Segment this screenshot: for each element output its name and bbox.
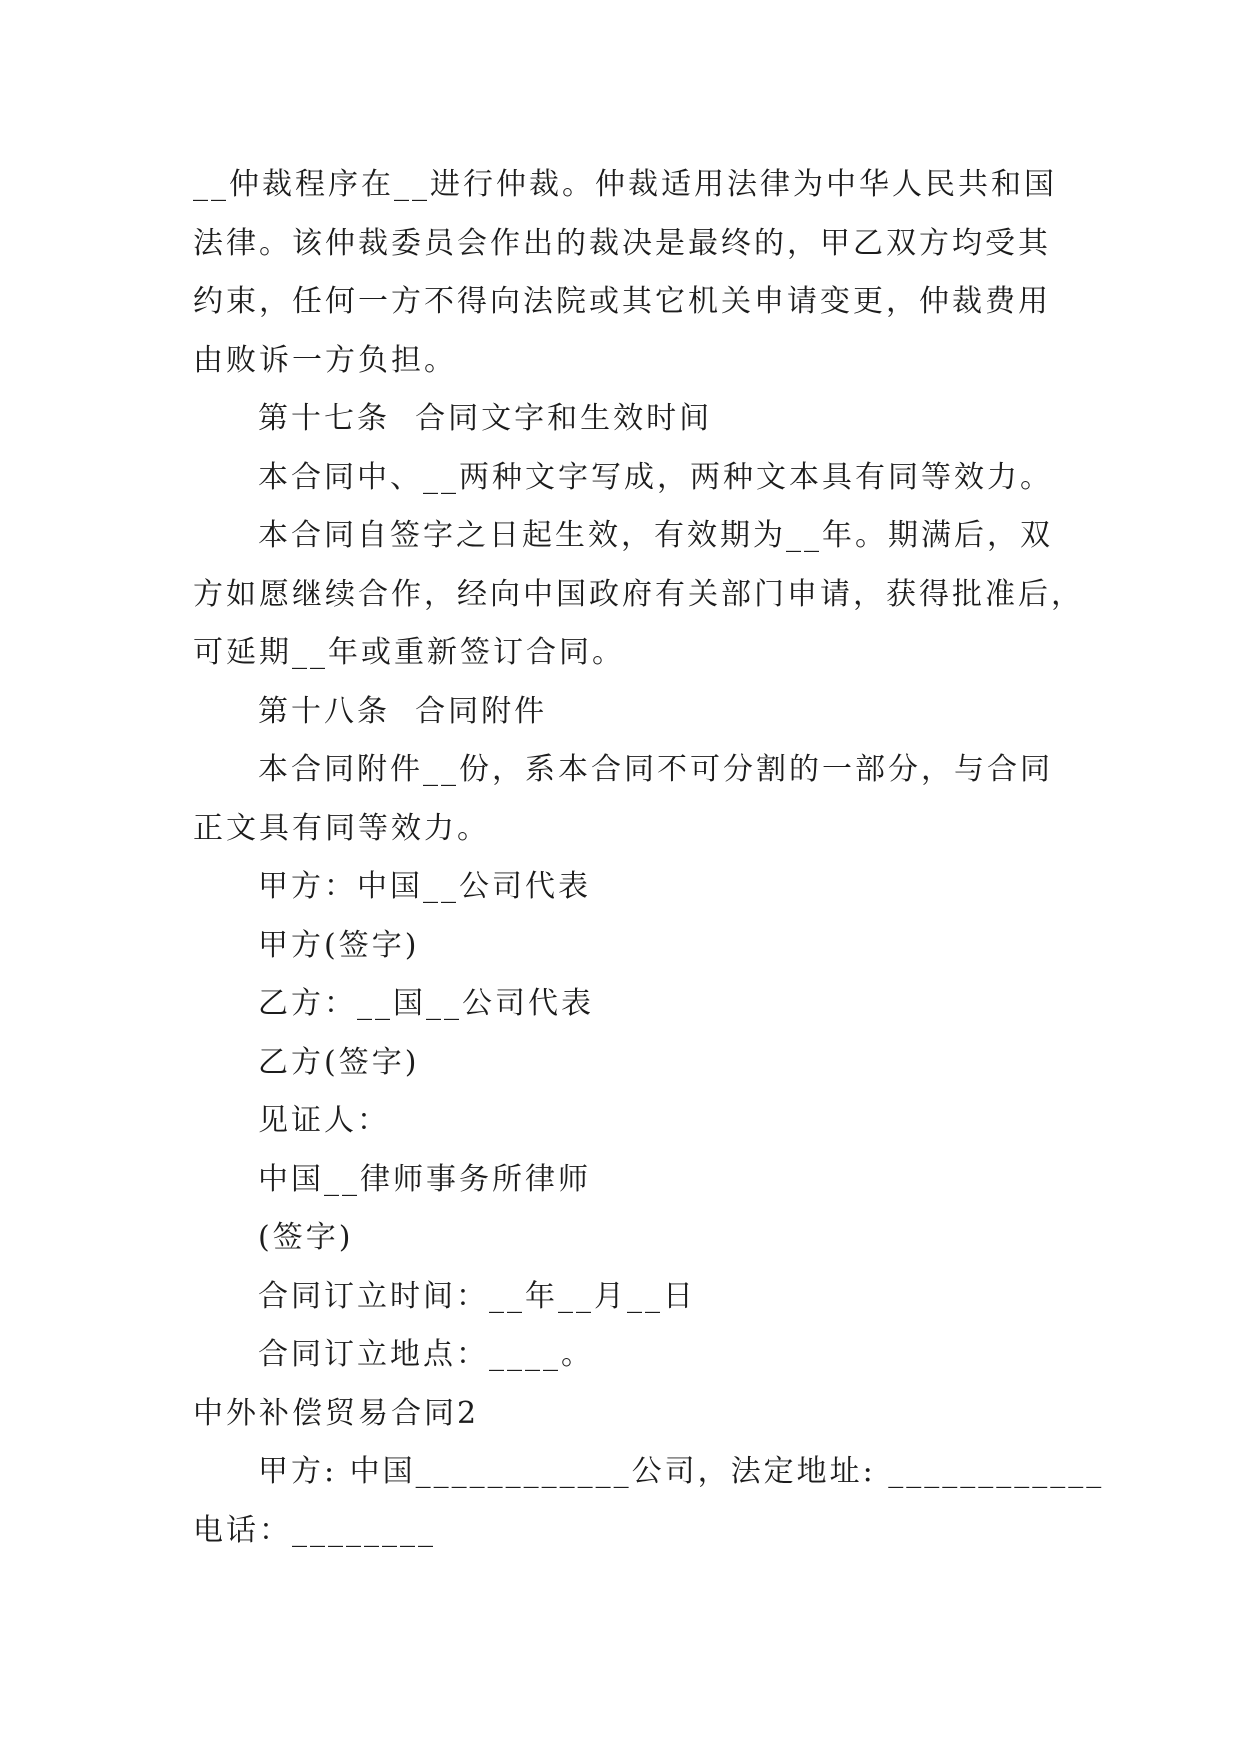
witness-label: 见证人： <box>258 1103 390 1138</box>
section-title: 中外补偿贸易合同2 <box>193 1395 480 1431</box>
signature-line: 乙方(签字) <box>258 1044 420 1080</box>
body-text-line: 由败诉一方负担。 <box>193 342 457 378</box>
body-text-line: __仲裁程序在__进行仲裁。仲裁适用法律为中华人民共和国 <box>193 167 1057 202</box>
signature-line: 乙方：__国__公司代表 <box>258 986 594 1021</box>
body-text-line: 约束，任何一方不得向法院或其它机关申请变更，仲裁费用 <box>193 284 1051 319</box>
body-text-line: 本合同附件__份，系本合同不可分割的一部分，与合同 <box>258 752 1053 787</box>
body-text-line: 本合同自签字之日起生效，有效期为__年。期满后，双 <box>258 518 1053 553</box>
contract-place-line: 合同订立地点：____。 <box>258 1337 594 1372</box>
body-text-line: 法律。该仲裁委员会作出的裁决是最终的，甲乙双方均受其 <box>193 225 1051 261</box>
party-info-line: 甲方: 中国____________公司，法定地址: ____________ <box>258 1454 1105 1489</box>
document-body <box>193 156 1153 1560</box>
contract-date-line: 合同订立时间：__年__月__日 <box>258 1278 696 1314</box>
body-text-line: 可延期__年或重新签订合同。 <box>193 635 625 670</box>
signature-line: 甲方(签字) <box>258 927 420 963</box>
body-text-line: 本合同中、__两种文字写成，两种文本具有同等效力。 <box>258 459 1053 495</box>
signature-line: (签字) <box>258 1220 354 1255</box>
article-heading: 第十七条 合同文字和生效时间 <box>258 401 713 436</box>
signature-line: 中国__律师事务所律师 <box>258 1161 591 1197</box>
signature-line: 甲方：中国__公司代表 <box>258 869 591 904</box>
body-text-line: 正文具有同等效力。 <box>193 810 490 846</box>
body-text-line: 方如愿继续合作，经向中国政府有关部门申请，获得批准后， <box>193 576 1084 612</box>
article-heading: 第十八条 合同附件 <box>258 693 548 729</box>
phone-line: 电话：________ <box>193 1512 436 1548</box>
